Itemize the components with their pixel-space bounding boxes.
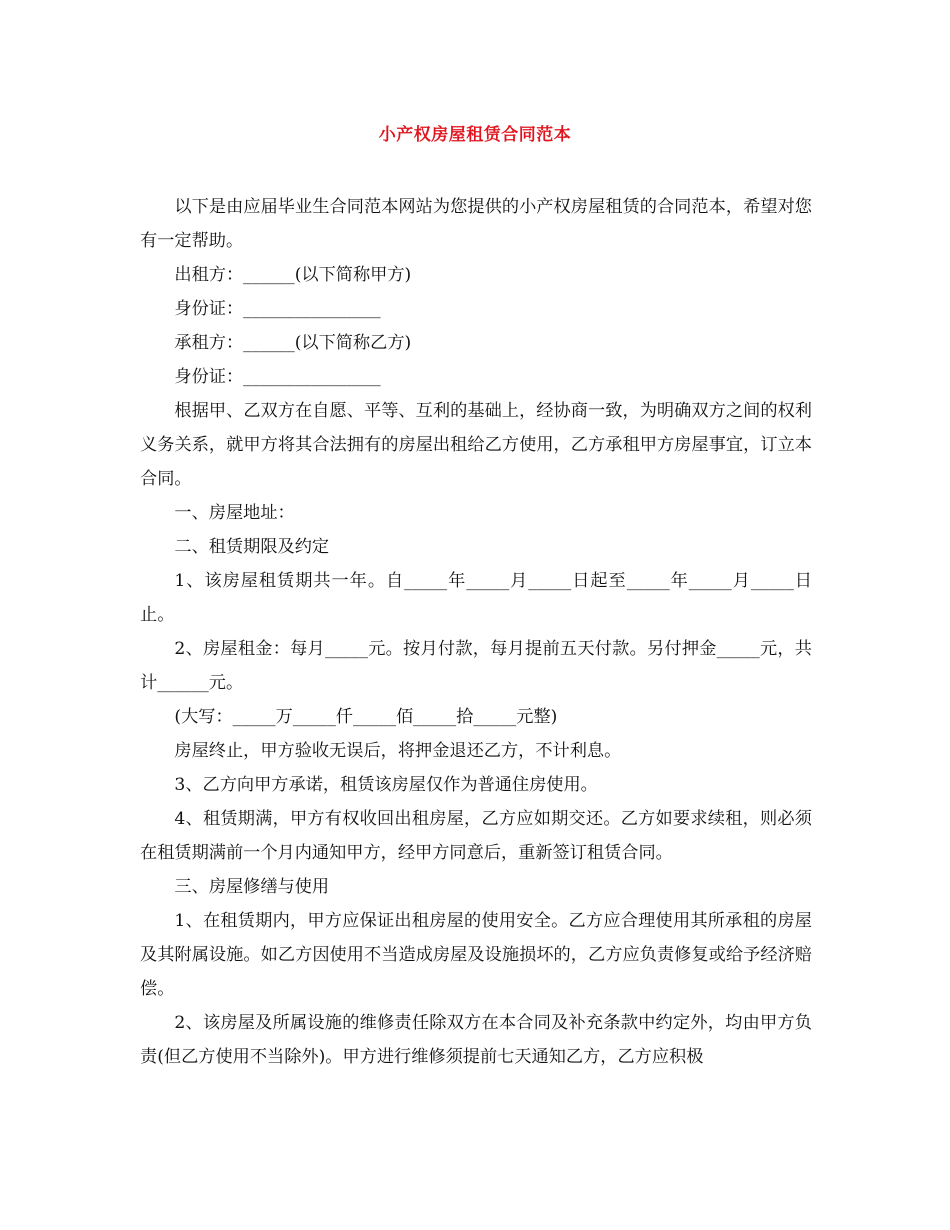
document-title: 小产权房屋租赁合同范本 bbox=[378, 125, 572, 145]
paragraph-lessee-id: 身份证：________________ bbox=[174, 367, 381, 387]
paragraph-lessor: 出租方：______(以下简称甲方) bbox=[174, 265, 412, 285]
clause-deposit-return: 房屋终止，甲方验收无误后，将押金退还乙方，不计利息。 bbox=[174, 741, 622, 761]
document-body bbox=[140, 190, 812, 1074]
clause-rent: 2、房屋租金：每月_____元。按月付款，每月提前五天付款。另付押金_____元，共计______元。 bbox=[140, 639, 812, 693]
section-heading-repair: 三、房屋修缮与使用 bbox=[174, 877, 330, 897]
paragraph-lessee: 承租方：______(以下简称乙方) bbox=[174, 333, 412, 353]
section-heading-address: 一、房屋地址： bbox=[174, 503, 295, 523]
clause-lease-expiry: 4、租赁期满，甲方有权收回出租房屋，乙方应如期交还。乙方如要求续租，则必须在租赁期满前一个月内通知甲方，经甲方同意后，重新签订租赁合同。 bbox=[140, 809, 812, 863]
clause-term-period: 1、该房屋租赁期共一年。自_____年_____月_____日起至_____年_____月_____日止。 bbox=[140, 571, 812, 625]
clause-maintenance: 2、该房屋及所属设施的维修责任除双方在本合同及补充条款中约定外，均由甲方负责(但乙方使用不当除外)。甲方进行维修须提前七天通知乙方，乙方应积极 bbox=[140, 1013, 812, 1067]
paragraph-preamble: 根据甲、乙双方在自愿、平等、互利的基础上，经协商一致，为明确双方之间的权利义务关系，就甲方将其合法拥有的房屋出租给乙方使用，乙方承租甲方房屋事宜，订立本合同。 bbox=[140, 401, 812, 489]
paragraph-intro: 以下是由应届毕业生合同范本网站为您提供的小产权房屋租赁的合同范本，希望对您有一定帮助。 bbox=[140, 197, 812, 251]
clause-rent-uppercase: (大写：_____万_____仟_____佰_____拾_____元整) bbox=[174, 707, 558, 727]
clause-residential-use: 3、乙方向甲方承诺，租赁该房屋仅作为普通住房使用。 bbox=[174, 775, 598, 795]
paragraph-lessor-id: 身份证：________________ bbox=[174, 299, 381, 319]
clause-safety: 1、在租赁期内，甲方应保证出租房屋的使用安全。乙方应合理使用其所承租的房屋及其附属设施。如乙方因使用不当造成房屋及设施损坏的，乙方应负责修复或给予经济赔偿。 bbox=[140, 911, 812, 999]
section-heading-term: 二、租赁期限及约定 bbox=[174, 537, 330, 557]
